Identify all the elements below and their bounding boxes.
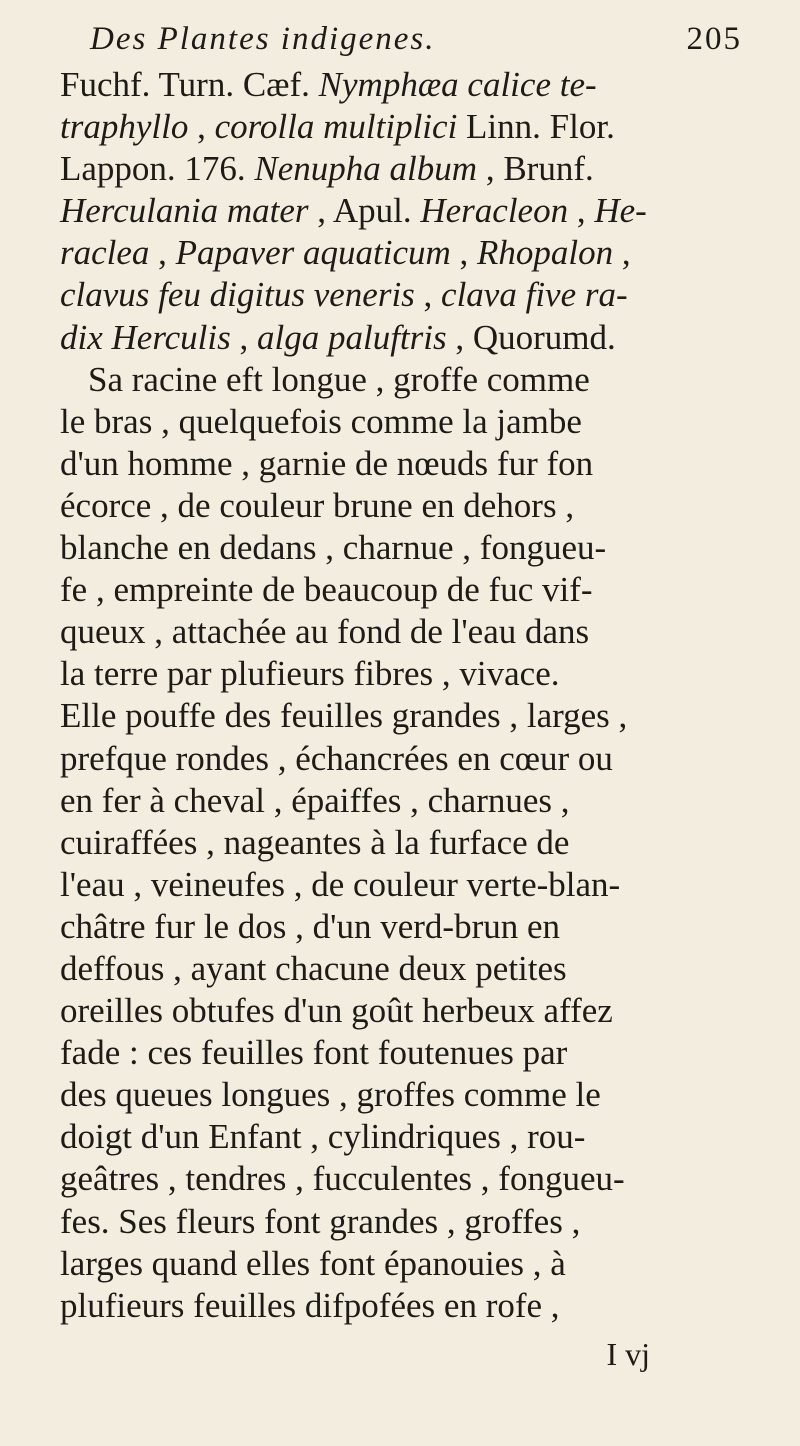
- roman-text: ,: [613, 233, 631, 273]
- roman-text: le bras , quelquefois comme la jambe: [60, 401, 582, 441]
- text-line: [60, 232, 760, 274]
- roman-text: ,: [450, 233, 477, 273]
- italic-text: alga paluftris: [257, 317, 447, 357]
- italic-text: clava five ra-: [441, 275, 628, 315]
- italic-text: clavus feu digitus veneris: [60, 275, 415, 315]
- roman-text: Sa racine eft longue , groffe comme: [88, 359, 590, 399]
- roman-text: ,: [188, 107, 215, 147]
- text-line: [60, 527, 760, 569]
- text-line: [60, 1201, 760, 1243]
- text-line: [60, 485, 760, 527]
- roman-text: Linn. Flor.: [457, 107, 615, 147]
- roman-text: en fer à cheval , épaiffes , charnues ,: [60, 780, 570, 820]
- text-line: [60, 148, 760, 190]
- roman-text: larges quand elles font épanouies , à: [60, 1243, 566, 1283]
- text-line: [60, 443, 760, 485]
- roman-text: l'eau , veineufes , de couleur verte-blan-: [60, 864, 621, 904]
- roman-text: ,: [149, 233, 176, 273]
- italic-text: raclea: [60, 233, 150, 273]
- roman-text: Fuchf. Turn. Cæf.: [60, 65, 319, 104]
- roman-text: cuiraffées , nageantes à la furface de: [60, 822, 570, 862]
- text-line: [60, 948, 760, 990]
- italic-text: Heracleon: [420, 191, 569, 231]
- text-line: [60, 1074, 760, 1116]
- roman-text: , Brunf.: [477, 149, 594, 189]
- text-line: [60, 611, 760, 653]
- italic-text: Nymphæa calice te-: [318, 65, 597, 104]
- roman-text: d'un homme , garnie de nœuds fur fon: [60, 443, 594, 483]
- roman-text: oreilles obtufes d'un goût herbeux affez: [60, 991, 613, 1031]
- roman-text: prefque rondes , échancrées en cœur ou: [60, 738, 613, 778]
- italic-text: corolla multiplici: [214, 107, 458, 147]
- roman-text: fade : ces feuilles font foutenues par: [60, 1033, 568, 1073]
- text-line: [60, 569, 760, 611]
- text-line: [60, 190, 760, 232]
- text-line: [60, 106, 760, 148]
- roman-text: écorce , de couleur brune en dehors ,: [60, 485, 575, 525]
- roman-text: fe , empreinte de beaucoup de fuc vif-: [60, 570, 593, 610]
- text-line: [60, 990, 760, 1032]
- text-line: [60, 780, 760, 822]
- text-line: [60, 822, 760, 864]
- roman-text: geâtres , tendres , fucculentes , fongueu-: [60, 1159, 625, 1199]
- italic-text: traphyllo: [60, 107, 189, 147]
- text-line: [60, 738, 760, 780]
- roman-text: ,: [414, 275, 442, 315]
- text-line: [60, 1285, 760, 1327]
- italic-text: Herculania mater: [60, 191, 309, 231]
- text-line: [60, 864, 760, 906]
- roman-text: ,: [568, 191, 595, 231]
- roman-text: blanche en dedans , charnue , fongueu-: [60, 528, 607, 568]
- roman-text: doigt d'un Enfant , cylindriques , rou-: [60, 1117, 586, 1157]
- text-line: [60, 695, 760, 737]
- text-line: [60, 64, 760, 106]
- roman-text: queux , attachée au fond de l'eau dans: [60, 612, 590, 652]
- running-head: [60, 14, 760, 64]
- roman-text: plufieurs feuilles difpofées en rofe ,: [60, 1285, 560, 1325]
- roman-text: la terre par plufieurs fibres , vivace.: [60, 654, 560, 694]
- roman-text: des queues longues , groffes comme le: [60, 1075, 601, 1115]
- roman-text: , Quorumd.: [446, 317, 616, 357]
- text-line: [60, 359, 760, 401]
- text-line: [60, 906, 760, 948]
- text-line: [60, 653, 760, 695]
- text-line: [60, 1158, 760, 1200]
- running-head-title: Des Plantes indigenes.: [90, 21, 436, 57]
- text-line: [60, 274, 760, 316]
- text-line: [60, 401, 760, 443]
- italic-text: dix Herculis: [60, 317, 231, 357]
- roman-text: deffous , ayant chacune deux petites: [60, 948, 567, 988]
- italic-text: He-: [594, 191, 647, 231]
- text-line: [60, 317, 760, 359]
- roman-text: ,: [230, 317, 257, 357]
- roman-text: Elle pouffe des feuilles grandes , larges ,: [60, 696, 628, 736]
- text-line: [60, 1032, 760, 1074]
- text-line: [60, 1243, 760, 1285]
- roman-text: châtre fur le dos , d'un verd-brun en: [60, 906, 561, 946]
- body-text: [60, 64, 760, 1327]
- page-number: 205: [686, 21, 742, 57]
- italic-text: Papaver aquaticum: [175, 233, 451, 273]
- signature-mark: I vj: [606, 1336, 650, 1372]
- italic-text: Rhopalon: [477, 233, 614, 273]
- roman-text: Lappon. 176.: [60, 149, 255, 189]
- roman-text: , Apul.: [308, 191, 421, 231]
- text-line: [60, 1116, 760, 1158]
- roman-text: fes. Ses fleurs font grandes , groffes ,: [60, 1201, 581, 1241]
- italic-text: Nenupha album: [254, 149, 478, 189]
